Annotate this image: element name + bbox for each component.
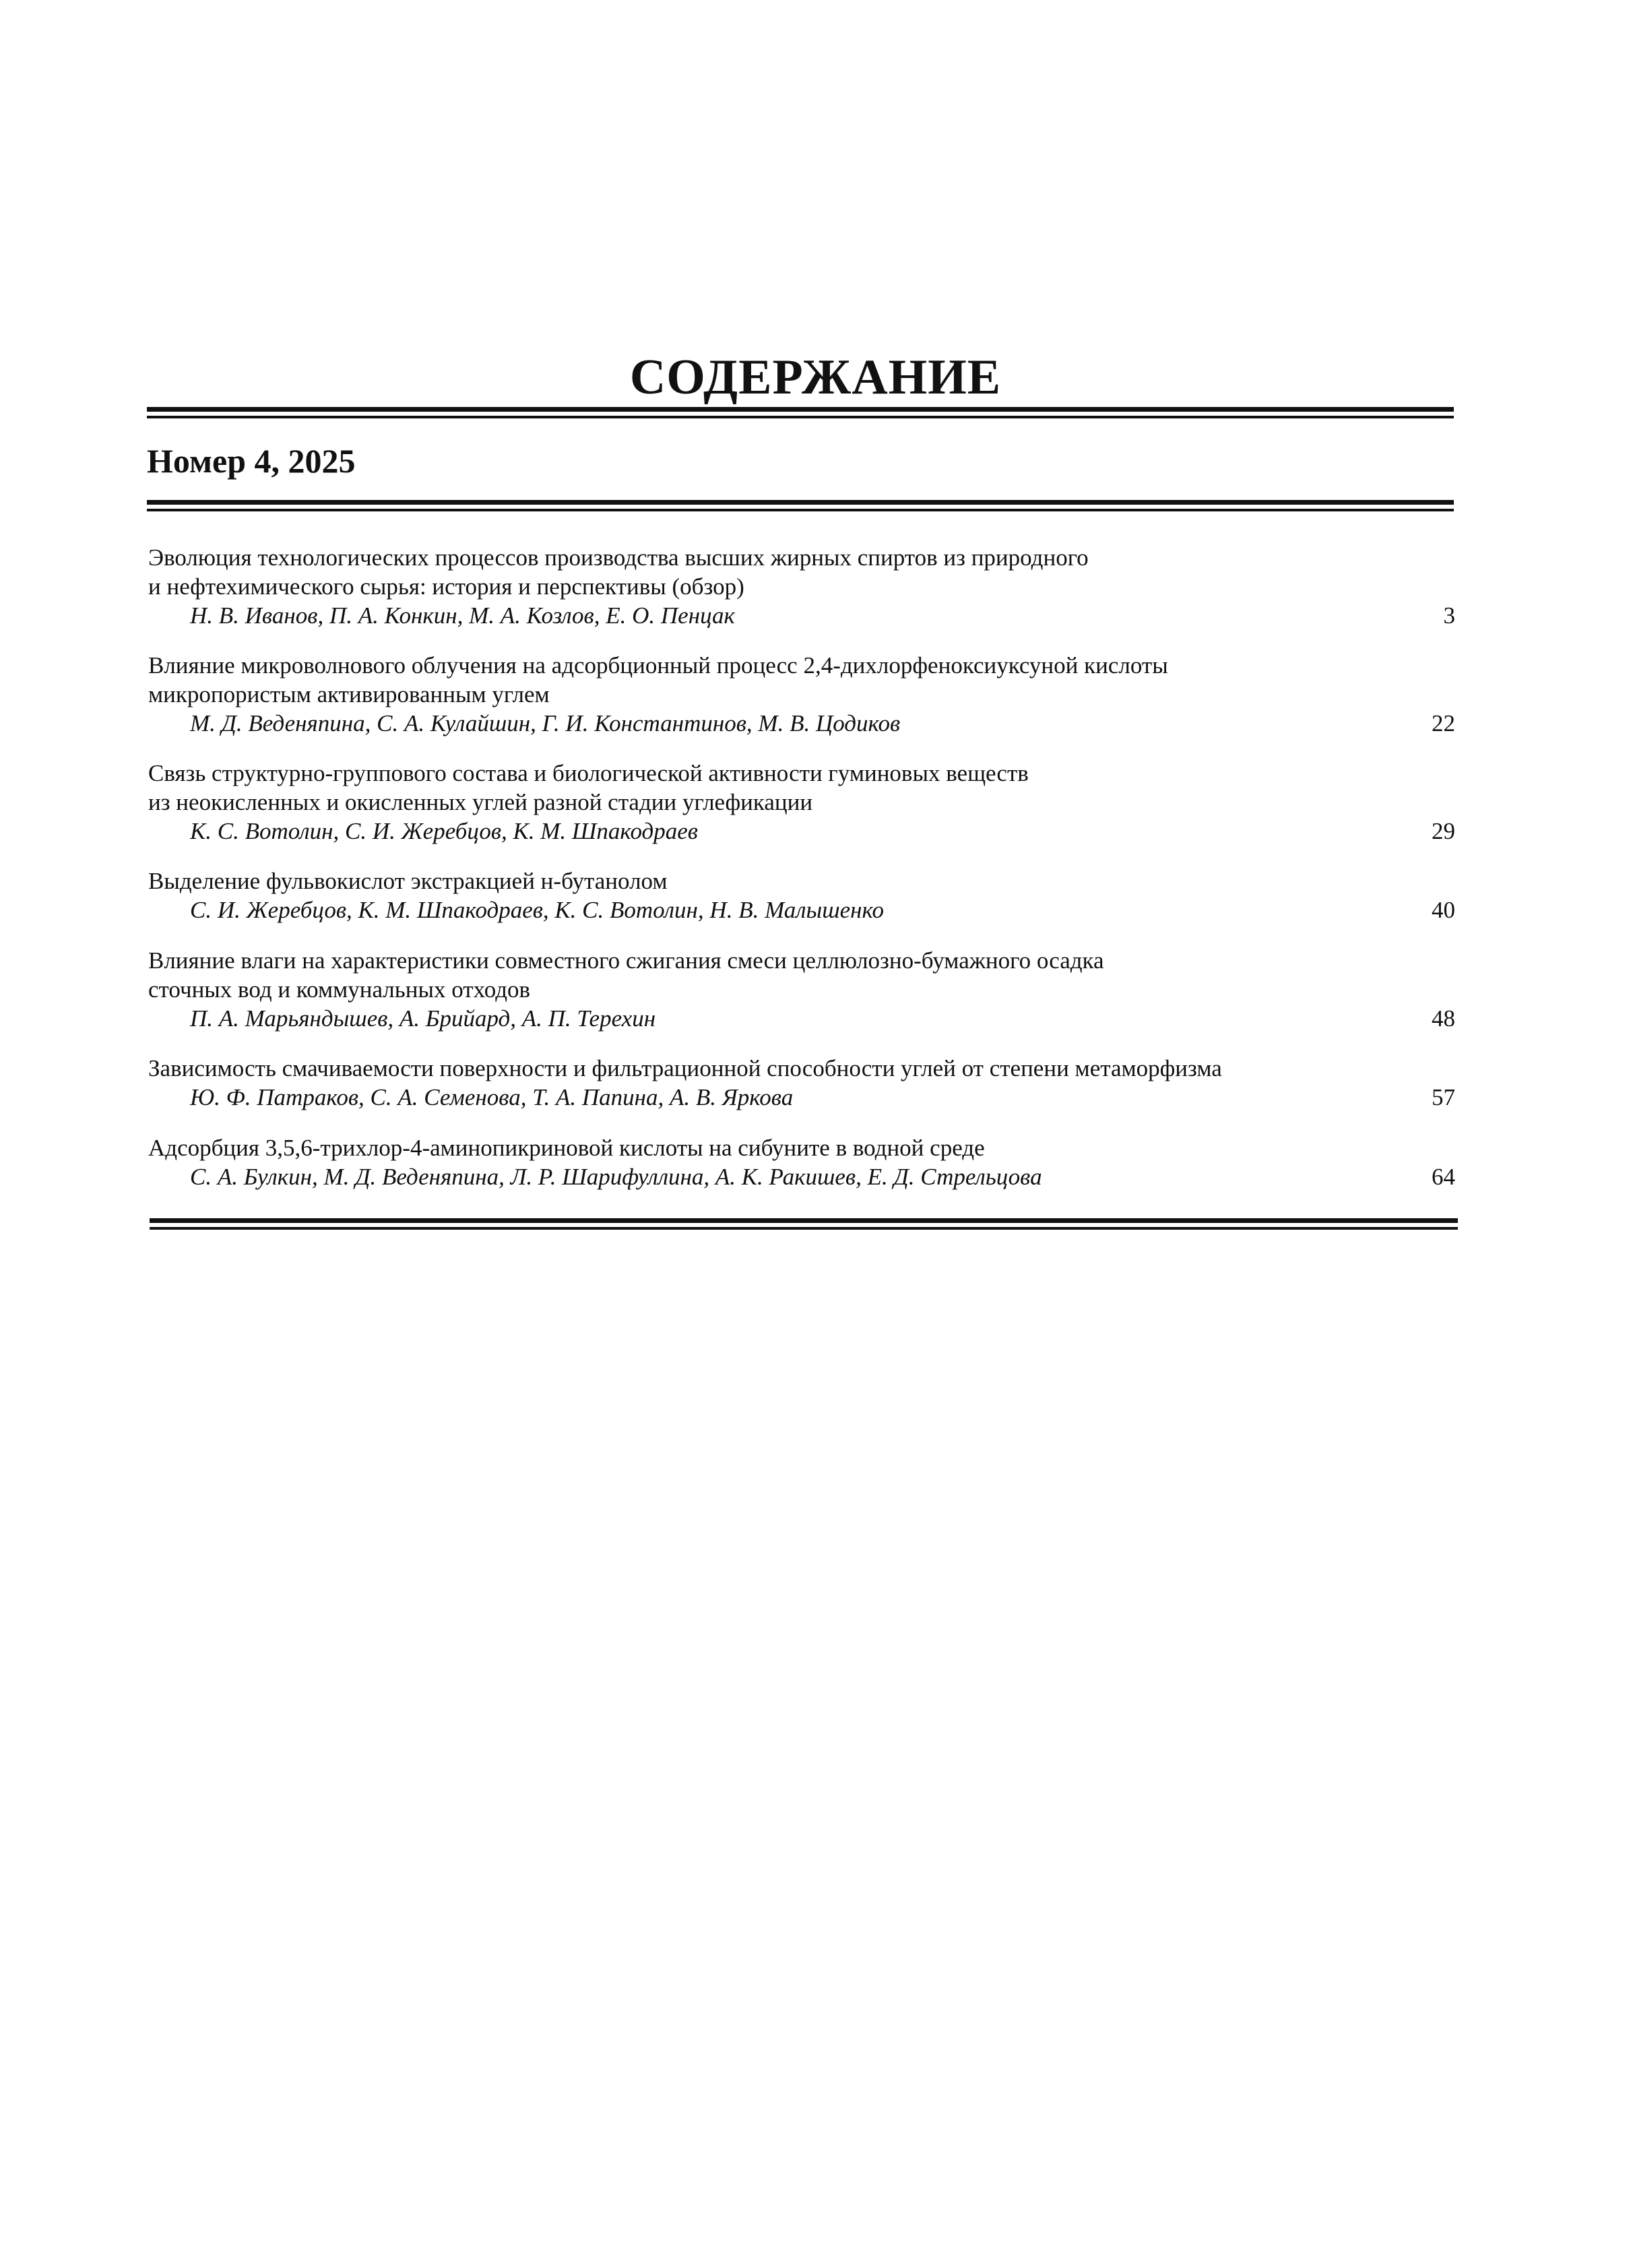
entry-title-line: и нефтехимического сырья: история и перспективы (обзор) bbox=[148, 573, 744, 600]
header-double-rule bbox=[147, 500, 1454, 516]
entry-title-line: сточных вод и коммунальных отходов bbox=[148, 976, 531, 1003]
entry-page-number: 64 bbox=[1432, 1164, 1455, 1190]
toc-entry[interactable] bbox=[148, 946, 1455, 1033]
entry-title-line: Эволюция технологических процессов производства высших жирных спиртов из природного bbox=[148, 544, 1089, 571]
entry-title-line: Влияние влаги на характеристики совместного сжигания смеси целлюлозно-бумажного осадка bbox=[148, 947, 1104, 974]
entry-page-number: 22 bbox=[1432, 710, 1455, 736]
entry-authors: М. Д. Веденяпина, С. А. Кулайшин, Г. И. Константинов, М. В. Цодиков bbox=[190, 710, 901, 736]
toc-entry[interactable] bbox=[148, 1133, 1455, 1191]
toc-entry[interactable] bbox=[148, 867, 1455, 924]
rule-thin-line bbox=[147, 509, 1454, 511]
rule-thick-line bbox=[147, 407, 1454, 412]
entry-title-line: Зависимость смачиваемости поверхности и фильтрационной способности углей от степени метаморфизма bbox=[148, 1055, 1222, 1081]
entry-title-line: Влияние микроволнового облучения на адсорбционный процесс 2,4-дихлорфеноксиуксуной кислоты bbox=[148, 652, 1168, 679]
entry-authors: К. С. Вотолин, С. И. Жеребцов, К. М. Шпакодраев bbox=[190, 818, 698, 844]
entry-title-line: из неокисленных и окисленных углей разной стадии углефикации bbox=[148, 789, 813, 815]
entry-page-number: 29 bbox=[1432, 818, 1455, 844]
toc-entry[interactable] bbox=[148, 1054, 1455, 1112]
entry-authors: Ю. Ф. Патраков, С. А. Семенова, Т. А. Папина, А. В. Яркова bbox=[190, 1084, 794, 1110]
entry-title-line: Выделение фульвокислот экстракцией н-бутанолом bbox=[148, 868, 668, 894]
toc-entry[interactable] bbox=[148, 759, 1455, 846]
entry-page-number: 40 bbox=[1432, 897, 1455, 923]
entry-page-number: 48 bbox=[1432, 1005, 1455, 1032]
entry-authors: С. А. Булкин, М. Д. Веденяпина, Л. Р. Шарифуллина, А. К. Ракишев, Е. Д. Стрельцова bbox=[190, 1164, 1042, 1190]
entry-title-line: Связь структурно-группового состава и биологической активности гуминовых веществ bbox=[148, 760, 1029, 786]
toc-entry[interactable] bbox=[148, 651, 1455, 738]
rule-thick-line bbox=[150, 1218, 1458, 1223]
top-double-rule bbox=[147, 407, 1454, 423]
entry-authors: С. И. Жеребцов, К. М. Шпакодраев, К. С. Вотолин, Н. В. Малышенко bbox=[190, 897, 885, 923]
entry-authors: П. А. Марьяндышев, А. Брийард, А. П. Терехин bbox=[190, 1005, 656, 1032]
bottom-double-rule bbox=[150, 1218, 1458, 1234]
issue-label: Номер 4, 2025 bbox=[147, 442, 356, 480]
entry-title-line: микропористым активированным углем bbox=[148, 681, 550, 707]
entry-page-number: 3 bbox=[1443, 602, 1455, 629]
rule-thin-line bbox=[150, 1227, 1458, 1230]
entry-page-number: 57 bbox=[1432, 1084, 1455, 1110]
rule-thin-line bbox=[147, 416, 1454, 418]
page-title: СОДЕРЖАНИЕ bbox=[629, 350, 1002, 405]
toc-entry[interactable] bbox=[148, 543, 1455, 630]
entry-title-line: Адсорбция 3,5,6-трихлор-4-аминопикриновой кислоты на сибуните в водной среде bbox=[148, 1135, 985, 1161]
entry-authors: Н. В. Иванов, П. А. Конкин, М. А. Козлов, Е. О. Пенцак bbox=[190, 602, 735, 629]
rule-thick-line bbox=[147, 500, 1454, 505]
